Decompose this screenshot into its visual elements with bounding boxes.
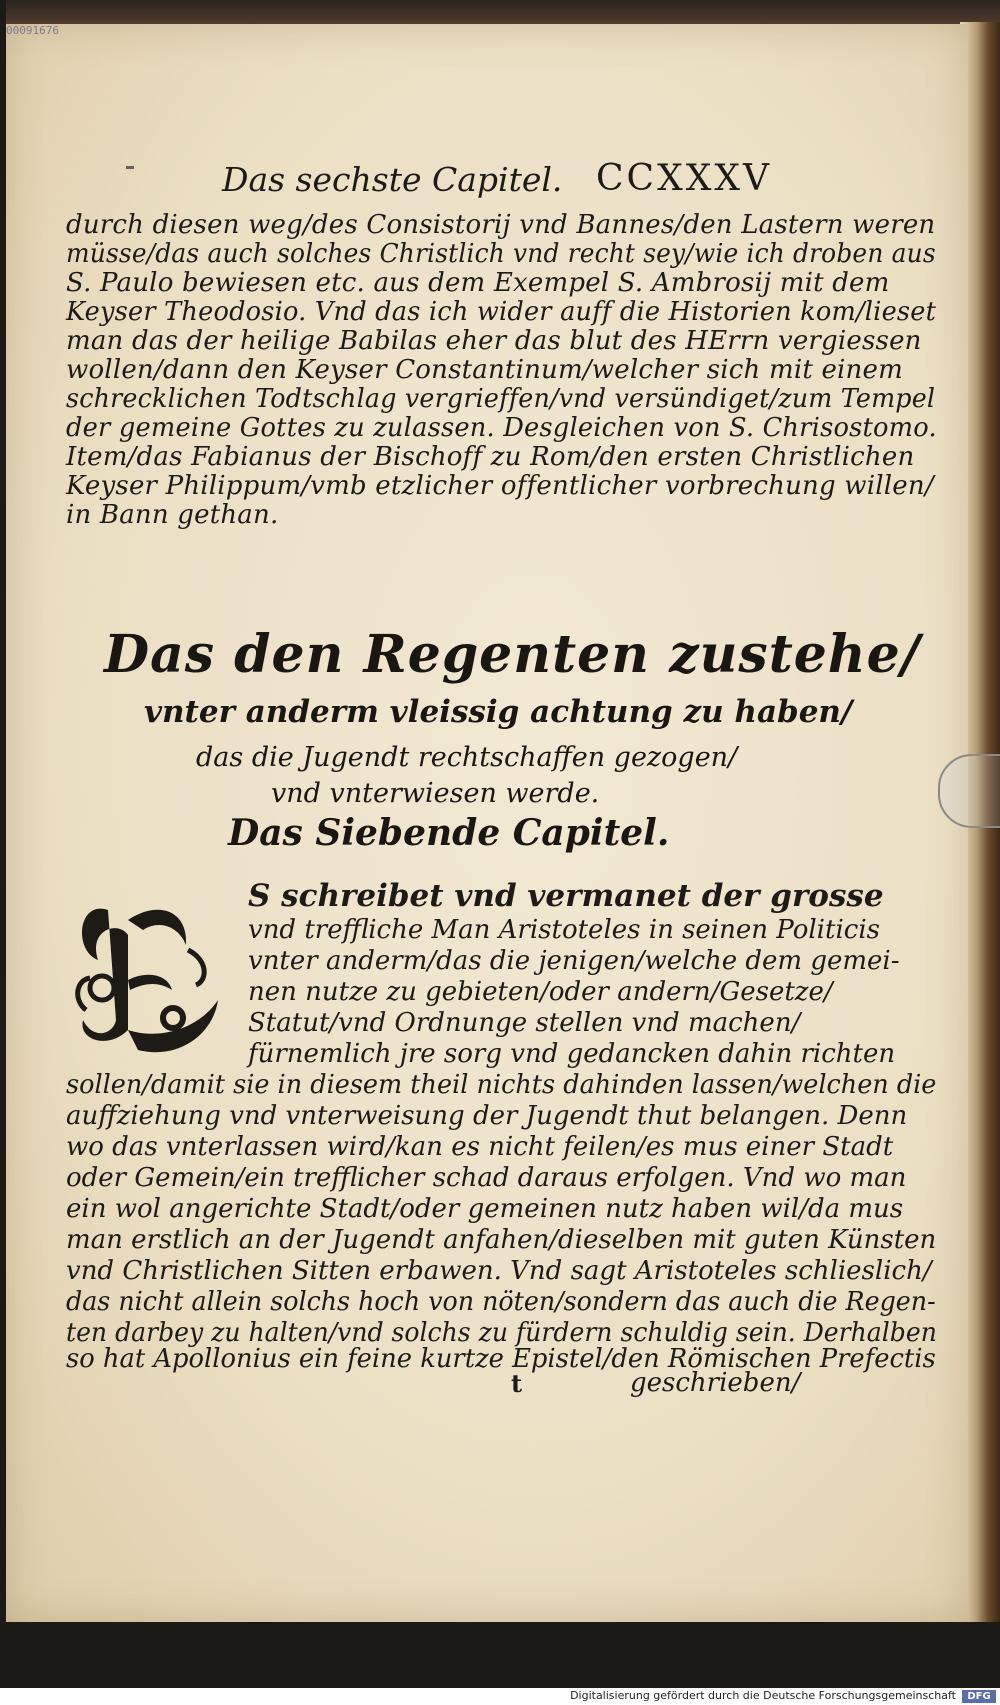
- text-line: fürnemlich jre sorg vnd gedancken dahin richten: [248, 1039, 896, 1069]
- text-line: man erstlich an der Jugendt anfahen/dieselben mit guten Künsten: [66, 1225, 937, 1255]
- signature-mark: t: [511, 1369, 523, 1398]
- footer-bar: [0, 1688, 1000, 1705]
- page-id: 00091676: [6, 24, 59, 37]
- text-line: oder Gemein/ein trefflicher schad daraus erfolgen. Vnd wo man: [66, 1163, 907, 1193]
- text-line: Item/das Fabianus der Bischoff zu Rom/den ersten Christlichen: [66, 442, 915, 472]
- text-line: wo das vnterlassen wird/kan es nicht feilen/es mus einer Stadt: [66, 1132, 894, 1162]
- text-line: schrecklichen Todtschlag vergrieffen/vnd versündiget/zum Tempel: [66, 384, 936, 414]
- heading-line-1: Das den Regenten zustehe/: [104, 624, 921, 685]
- bookmark-tab: [938, 754, 1000, 828]
- text-line: in Bann gethan.: [66, 500, 279, 530]
- folio-number: CCXXXV: [596, 158, 772, 199]
- book-page: [6, 24, 968, 1622]
- heading-line-3: das die Jugendt rechtschaffen gezogen/: [196, 742, 738, 773]
- text-line: vnd treffliche Man Aristoteles in seinen Politicis: [248, 915, 880, 945]
- text-line: Statut/vnd Ordnunge stellen vnd machen/: [248, 1008, 801, 1038]
- heading-line-4: vnd vnterwiesen werde.: [271, 778, 600, 809]
- text-line: müsse/das auch solches Christlich vnd recht sey/wie ich droben aus: [66, 239, 936, 269]
- footer-credit: Digitalisierung gefördert durch die Deutsche Forschungsgemeinschaft: [570, 1689, 956, 1702]
- margin-mark: [126, 166, 134, 169]
- text-line: ein wol angerichte Stadt/oder gemeinen nutz haben wil/da mus: [66, 1194, 904, 1224]
- running-title: Das sechste Capitel.: [222, 160, 563, 199]
- text-line: wollen/dann den Keyser Constantinum/welcher sich mit einem: [66, 355, 903, 385]
- text-line: Keyser Philippum/vmb etzlicher offentlicher vorbrechung willen/: [66, 471, 934, 501]
- text-line: S. Paulo bewiesen etc. aus dem Exempel S. Ambrosij mit dem: [66, 268, 890, 298]
- catchword: geschrieben/: [630, 1368, 801, 1398]
- text-line: man das der heilige Babilas eher das blut des HErrn vergiessen: [66, 326, 922, 356]
- text-line: S schreibet vnd vermanet der grosse: [248, 878, 884, 914]
- text-line: der gemeine Gottes zu zulassen. Desgleichen von S. Chrisostomo.: [66, 413, 937, 443]
- text-line: nen nutze zu gebieten/oder andern/Gesetze/: [248, 977, 833, 1007]
- chapter-title: Das Siebende Capitel.: [228, 812, 670, 854]
- dfg-logo: DFG: [962, 1690, 996, 1703]
- text-line: vnter anderm/das die jenigen/welche dem gemei-: [248, 946, 900, 976]
- text-line: ten darbey zu halten/vnd solchs zu fürdern schuldig sein. Derhalben: [66, 1318, 937, 1348]
- decorated-initial-graphic: [68, 890, 226, 1060]
- text-line: das nicht allein solchs hoch von nöten/sondern das auch die Regen-: [66, 1287, 936, 1317]
- text-line: so hat Apollonius ein feine kurtze Epistel/den Römischen Prefectis: [66, 1344, 936, 1374]
- text-line: vnd Christlichen Sitten erbawen. Vnd sagt Aristoteles schlieslich/: [66, 1256, 932, 1286]
- text-line: sollen/damit sie in diesem theil nichts dahinden lassen/welchen die: [66, 1070, 937, 1100]
- running-head: [212, 154, 772, 206]
- heading-line-2: vnter anderm vleissig achtung zu haben/: [144, 694, 853, 730]
- text-line: Keyser Theodosio. Vnd das ich wider auff die Historien kom/lieset: [66, 297, 937, 327]
- text-line: durch diesen weg/des Consistorij vnd Bannes/den Lastern weren: [66, 210, 936, 240]
- decorated-initial: [68, 890, 226, 1060]
- text-line: auffziehung vnd vnterweisung der Jugendt thut belangen. Denn: [66, 1101, 908, 1131]
